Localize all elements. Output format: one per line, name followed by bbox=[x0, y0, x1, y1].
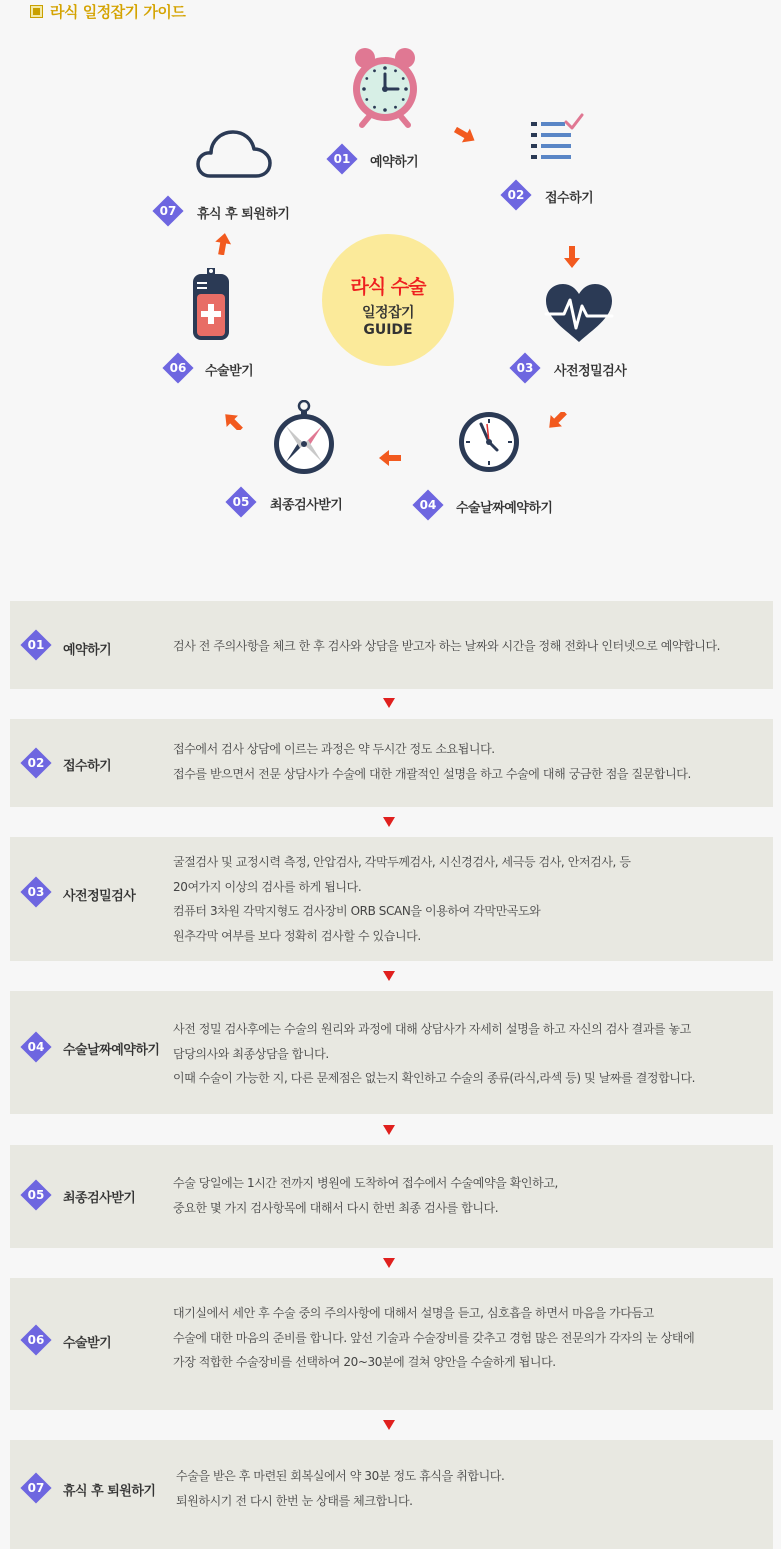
alarm-clock-icon bbox=[350, 47, 420, 129]
diagram-badge-03: 03 bbox=[511, 354, 539, 382]
detail-row-07 bbox=[10, 1440, 773, 1549]
down-arrow-icon bbox=[383, 1124, 395, 1136]
row-badge-07: 07 bbox=[22, 1474, 50, 1502]
row-desc-01: 검사 전 주의사항을 체크 한 후 검사와 상담을 받고자 하는 날짜와 시간을 정해 전화나 인터넷으로 예약합니다. bbox=[173, 639, 721, 653]
arrow-up-icon bbox=[215, 233, 231, 255]
detail-row-02 bbox=[10, 719, 773, 807]
detail-row-03 bbox=[10, 837, 773, 961]
diagram-badge-07: 07 bbox=[154, 197, 182, 225]
row-badge-04: 04 bbox=[22, 1033, 50, 1061]
row-desc-06: 대기실에서 세안 후 수술 중의 주의사항에 대해서 설명을 듣고, 심호흡을 하면서 마음을 가다듬고 수술에 대한 마음의 준비를 합니다. 앞선 기술과 수술장비를 갖추고 경험 많은 전문의가 각자의 눈 상태에 가장 적합한 수술장비를 선택하여 20~30분에 걸쳐 양안을 수술하게 됩니다. bbox=[173, 1306, 695, 1369]
row-desc-03: 굴절검사 및 교정시력 측정, 안압검사, 각막두께검사, 시신경검사, 세극등 검사, 안저검사, 등 20여가지 이상의 검사를 하게 됩니다. 컴퓨터 3차원 각막지형도 검사장비 ORB SCAN을 이용하여 각막만곡도와 원추각막 여부를 보다 정확히 검사할 수 있습니다. bbox=[173, 855, 631, 943]
row-title-06: 수술받기 bbox=[63, 1336, 112, 1351]
row-title-02: 접수하기 bbox=[63, 759, 112, 774]
arrow-left-icon bbox=[379, 450, 401, 466]
arrow-down-icon bbox=[564, 246, 580, 268]
diagram-badge-06: 06 bbox=[164, 354, 192, 382]
diagram-label-06: 수술받기 bbox=[205, 364, 254, 379]
iv-bag-icon bbox=[190, 268, 232, 342]
row-badge-03: 03 bbox=[22, 878, 50, 906]
row-title-07: 휴식 후 퇴원하기 bbox=[63, 1484, 156, 1499]
diagram-label-02: 접수하기 bbox=[545, 191, 594, 206]
row-badge-01: 01 bbox=[22, 631, 50, 659]
heartbeat-icon bbox=[544, 282, 614, 344]
arrow-up-left-icon bbox=[222, 414, 244, 430]
detail-row-04 bbox=[10, 991, 773, 1114]
row-badge-06: 06 bbox=[22, 1326, 50, 1354]
diagram-label-01: 예약하기 bbox=[370, 155, 419, 170]
center-title: 라식 수술 bbox=[350, 276, 426, 298]
down-arrow-icon bbox=[383, 697, 395, 709]
diagram-badge-01: 01 bbox=[328, 145, 356, 173]
down-arrow-icon bbox=[383, 816, 395, 828]
row-desc-07: 수술을 받은 후 마련된 회복실에서 약 30분 정도 휴식을 취합니다. 퇴원하시기 전 다시 한번 눈 상태를 체크합니다. bbox=[176, 1469, 505, 1508]
down-arrow-icon bbox=[383, 1419, 395, 1431]
diagram-badge-05: 05 bbox=[227, 488, 255, 516]
process-diagram bbox=[0, 30, 781, 570]
center-guide: GUIDE bbox=[363, 322, 413, 338]
row-title-05: 최종검사받기 bbox=[63, 1191, 136, 1206]
diagram-badge-02: 02 bbox=[502, 181, 530, 209]
down-arrow-icon bbox=[383, 1257, 395, 1269]
diagram-label-04: 수술날짜예약하기 bbox=[456, 501, 553, 516]
arrow-right-down-icon bbox=[454, 127, 476, 143]
detail-row-06 bbox=[10, 1278, 773, 1410]
diagram-label-07: 휴식 후 퇴원하기 bbox=[197, 207, 290, 222]
center-subtitle: 일정잡기 bbox=[361, 305, 415, 321]
row-desc-04: 사전 정밀 검사후에는 수술의 원리와 과정에 대해 상담사가 자세히 설명을 하고 자신의 검사 결과를 놓고 담당의사와 최종상담을 합니다. 이때 수술이 가능한 지, 다른 문제점은 없는지 확인하고 수술의 종류(라식,라섹 등) 및 날짜를 결정합니다. bbox=[173, 1022, 696, 1085]
stopwatch-compass-icon bbox=[272, 400, 336, 476]
row-badge-05: 05 bbox=[22, 1181, 50, 1209]
down-arrow-icon bbox=[383, 970, 395, 982]
row-desc-02: 접수에서 검사 상담에 이르는 과정은 약 두시간 정도 소요됩니다. 접수를 받으면서 전문 상담사가 수술에 대한 개괄적인 설명을 하고 수술에 대해 궁금한 점을 질문합니다. bbox=[173, 742, 691, 781]
diagram-label-05: 최종검사받기 bbox=[270, 498, 343, 513]
clock-icon bbox=[457, 410, 521, 474]
section-title bbox=[31, 1, 185, 22]
row-desc-05: 수술 당일에는 1시간 전까지 병원에 도착하여 접수에서 수술예약을 확인하고, 중요한 몇 가지 검사항목에 대해서 다시 한번 최종 검사를 합니다. bbox=[173, 1176, 558, 1215]
detail-row-01 bbox=[10, 601, 773, 689]
cloud-icon bbox=[196, 128, 272, 180]
title-bullet-icon bbox=[31, 6, 42, 17]
row-title-04: 수술날짜예약하기 bbox=[63, 1043, 160, 1058]
detail-row-05 bbox=[10, 1145, 773, 1248]
center-circle bbox=[322, 234, 454, 366]
diagram-badge-04: 04 bbox=[414, 491, 442, 519]
page-title: 라식 일정잡기 가이드 bbox=[50, 3, 186, 21]
row-badge-02: 02 bbox=[22, 749, 50, 777]
row-title-01: 예약하기 bbox=[63, 643, 112, 658]
arrow-down-left-icon bbox=[546, 412, 568, 428]
row-title-03: 사전정밀검사 bbox=[63, 889, 136, 904]
checklist-icon bbox=[528, 112, 584, 160]
diagram-label-03: 사전정밀검사 bbox=[554, 364, 627, 379]
